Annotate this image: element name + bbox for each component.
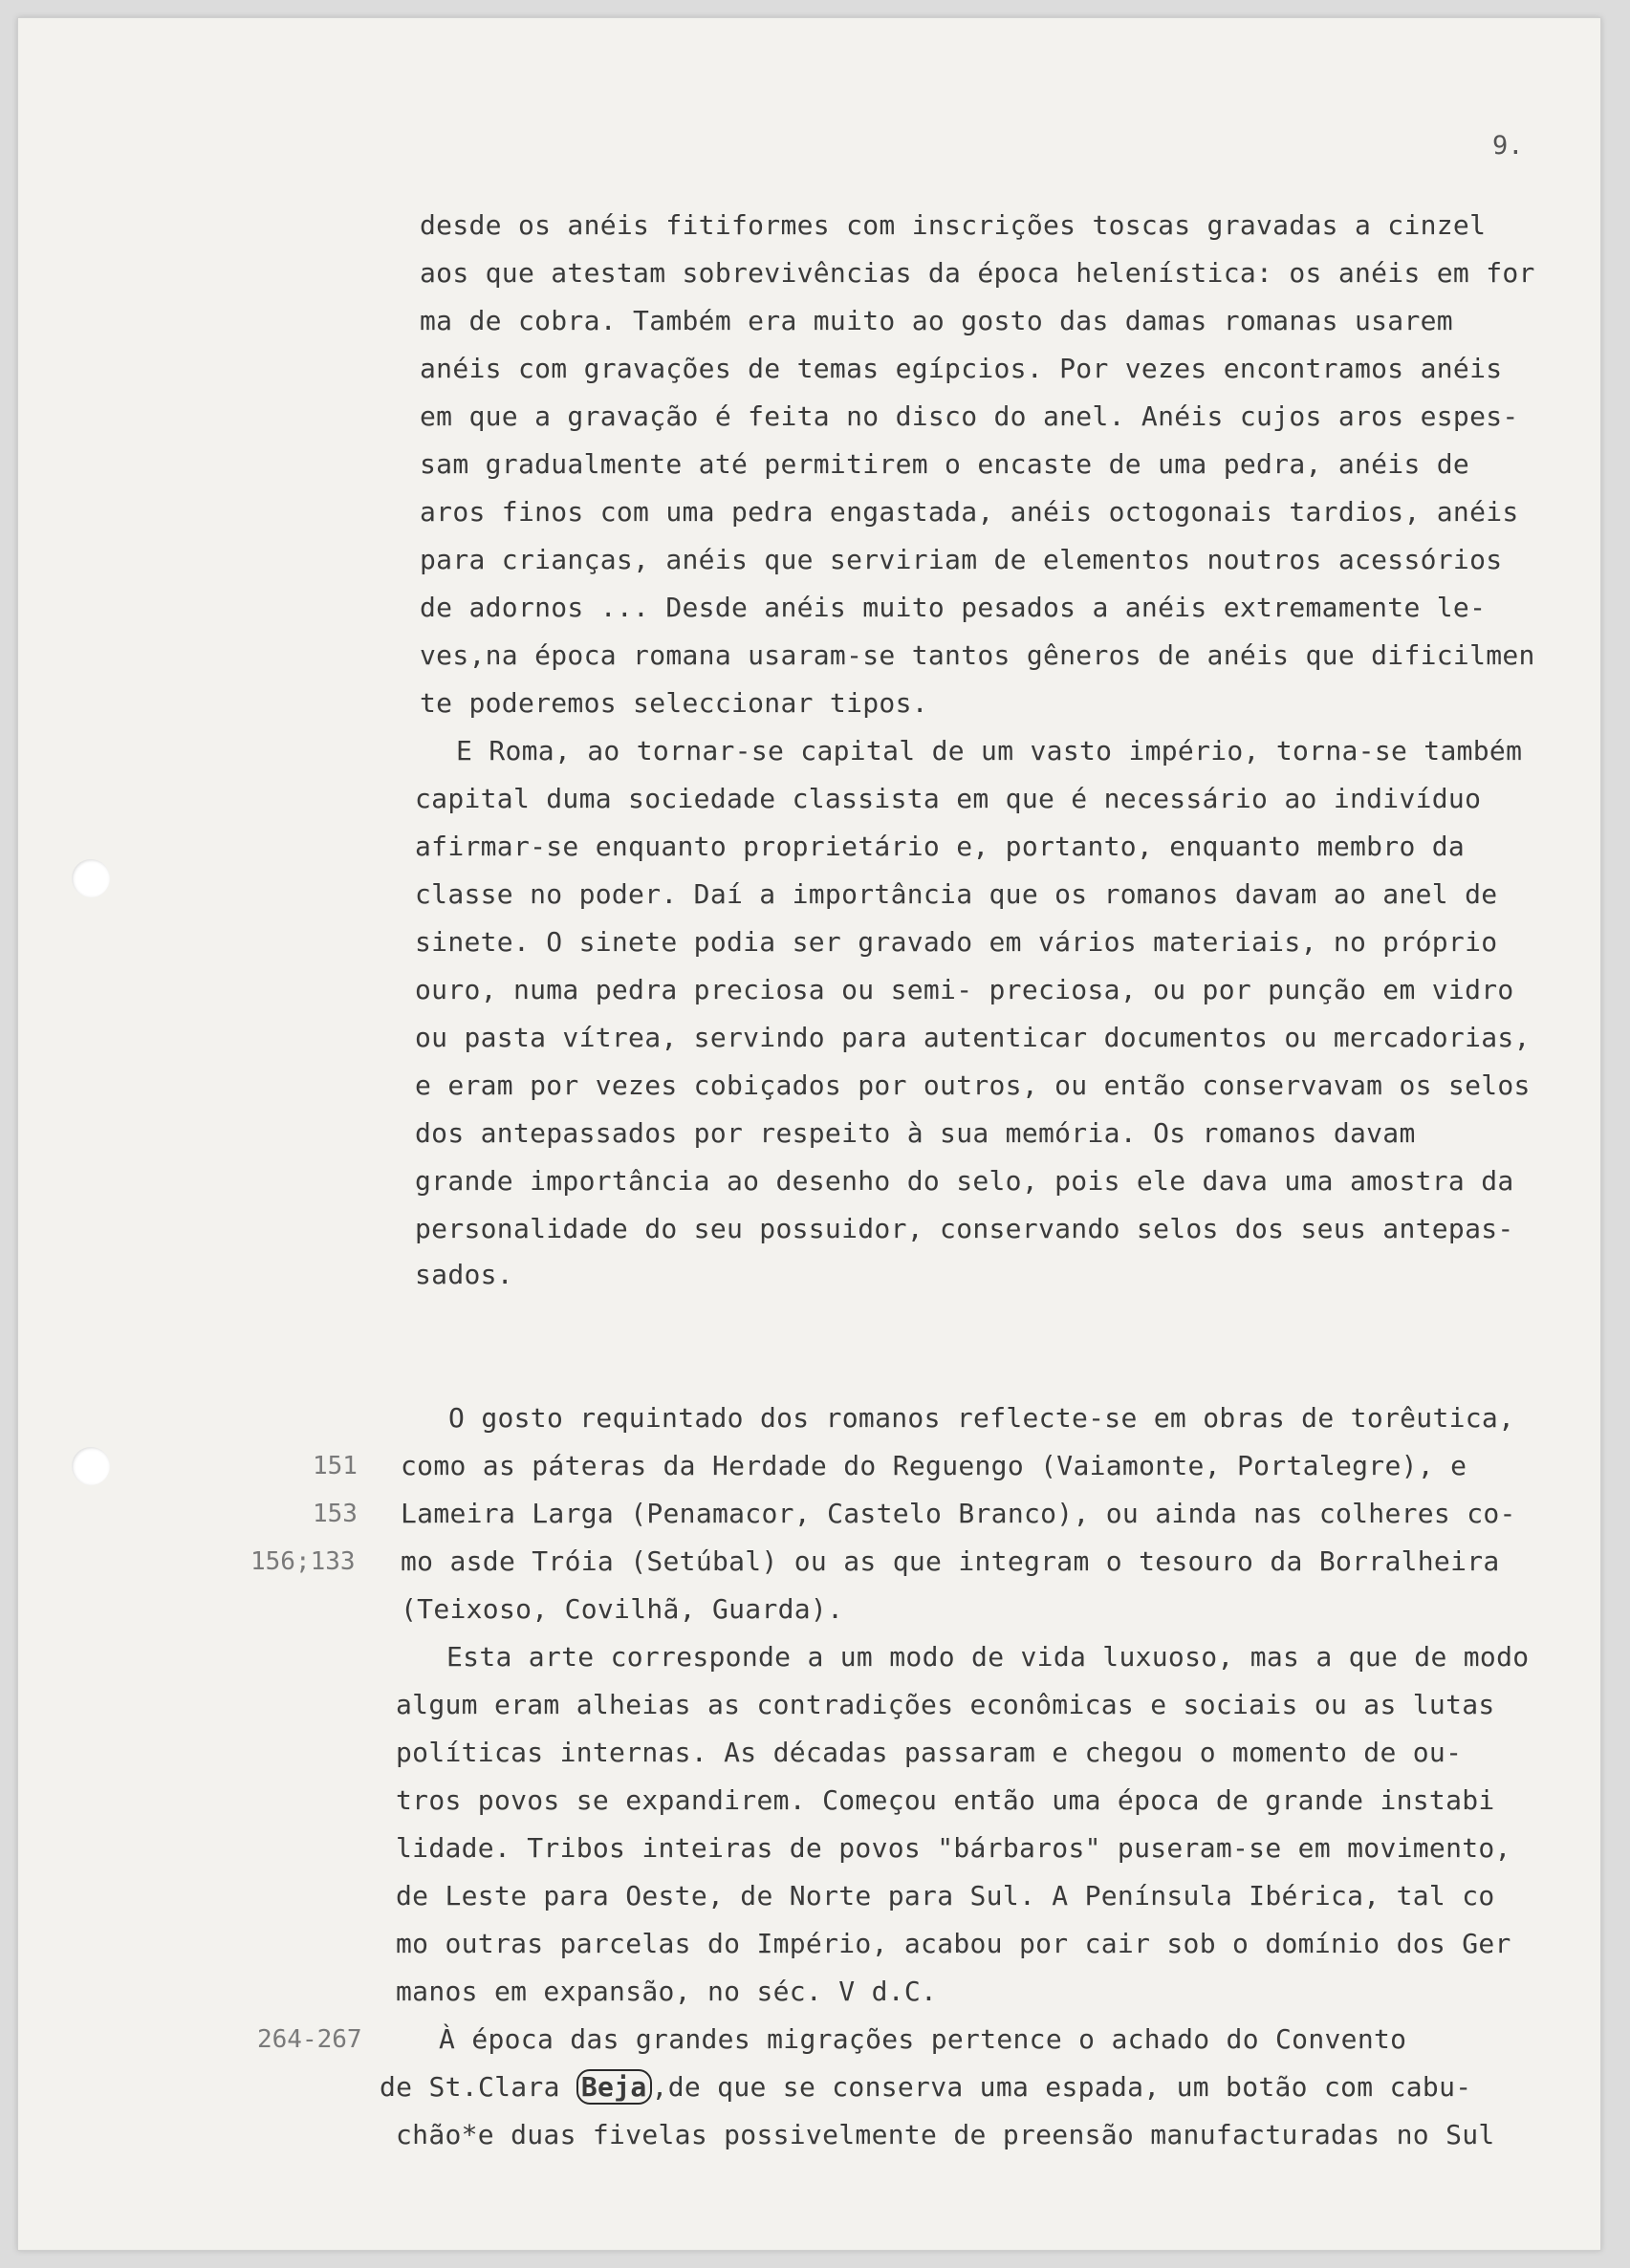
text-line: como as páteras da Herdade do Reguengo (Vaiamonte, Portalegre), e — [401, 1450, 1467, 1481]
text-line: de adornos ... Desde anéis muito pesados a anéis extremamente le- — [420, 592, 1487, 623]
text-line: personalidade do seu possuidor, conservando selos dos seus antepas- — [415, 1213, 1514, 1244]
text-line: manos em expansão, no séc. V d.C. — [396, 1976, 938, 2007]
text-line: dos antepassados por respeito à sua memória. Os romanos davam — [415, 1117, 1416, 1149]
text-line: À época das grandes migrações pertence o achado do Convento — [439, 2023, 1407, 2055]
text-line: em que a gravação é feita no disco do anel. Anéis cujos aros espes- — [420, 400, 1519, 432]
text-line: grande importância ao desenho do selo, pois ele dava uma amostra da — [415, 1165, 1514, 1197]
text-line: lidade. Tribos inteiras de povos "bárbaros" puseram-se em movimento, — [396, 1832, 1511, 1864]
punch-hole-top — [72, 859, 110, 897]
text-line: sam gradualmente até permitirem o encaste de uma pedra, anéis de — [420, 448, 1470, 480]
text-line: te poderemos seleccionar tipos. — [420, 687, 928, 719]
text-line: ouro, numa pedra preciosa ou semi- preciosa, ou por punção em vidro — [415, 974, 1514, 1005]
text-line: sinete. O sinete podia ser gravado em vários materiais, no próprio — [415, 926, 1498, 958]
margin-reference: 156;133 — [250, 1547, 356, 1576]
text-line: Lameira Larga (Penamacor, Castelo Branco), ou ainda nas colheres co- — [401, 1498, 1516, 1529]
text-line: ves,na época romana usaram-se tantos gêneros de anéis que dificilmen — [420, 639, 1535, 671]
text-line: mo outras parcelas do Império, acabou por cair sob o domínio dos Ger — [396, 1928, 1511, 1959]
text-line: chão*e duas fivelas possivelmente de preensão manufacturadas no Sul — [396, 2119, 1495, 2150]
text-line: (Teixoso, Covilhã, Guarda). — [401, 1593, 844, 1625]
text-line: desde os anéis fitiformes com inscrições toscas gravadas a cinzel — [420, 209, 1487, 241]
text-line-beja — [380, 2071, 1471, 2103]
text-line: O gosto requintado dos romanos reflecte-se em obras de torêutica, — [448, 1402, 1515, 1434]
margin-reference: 153 — [313, 1500, 358, 1528]
text-line: aos que atestam sobrevivências da época helenística: os anéis em for — [420, 257, 1535, 289]
text-line: para crianças, anéis que serviriam de elementos noutros acessórios — [420, 544, 1503, 575]
text-line: classe no poder. Daí a importância que os romanos davam ao anel de — [415, 878, 1498, 910]
text-line: anéis com gravações de temas egípcios. Por vezes encontramos anéis — [420, 353, 1503, 384]
text-segment: de St.Clara — [380, 2071, 576, 2103]
text-line: ma de cobra. Também era muito ao gosto das damas romanas usarem — [420, 305, 1453, 336]
text-line: E Roma, ao tornar-se capital de um vasto império, torna-se também — [456, 735, 1523, 767]
margin-reference: 264-267 — [257, 2025, 362, 2054]
page-number: 9. — [1492, 131, 1524, 161]
document-page — [17, 17, 1601, 2251]
text-line: tros povos se expandirem. Começou então uma época de grande instabi — [396, 1784, 1495, 1816]
text-line: sados. — [415, 1259, 513, 1290]
text-line: de Leste para Oeste, de Norte para Sul. A Península Ibérica, tal co — [396, 1880, 1495, 1912]
text-line: Esta arte corresponde a um modo de vida luxuoso, mas a que de modo — [446, 1641, 1530, 1673]
text-line: políticas internas. As décadas passaram e chegou o momento de ou- — [396, 1737, 1463, 1768]
text-line: capital duma sociedade classista em que é necessário ao indivíduo — [415, 783, 1482, 814]
text-line: mo asde Tróia (Setúbal) ou as que integram o tesouro da Borralheira — [401, 1545, 1500, 1577]
circled-annotation: Beja — [576, 2069, 652, 2105]
margin-reference: 151 — [313, 1452, 358, 1480]
text-segment: ,de que se conserva uma espada, um botão com cabu- — [651, 2071, 1472, 2103]
text-line: algum eram alheias as contradições econômicas e sociais ou as lutas — [396, 1689, 1495, 1720]
text-line: afirmar-se enquanto proprietário e, portanto, enquanto membro da — [415, 831, 1466, 862]
text-line: aros finos com uma pedra engastada, anéis octogonais tardios, anéis — [420, 496, 1519, 528]
text-line: e eram por vezes cobiçados por outros, ou então conservavam os selos — [415, 1069, 1531, 1101]
punch-hole-bottom — [72, 1447, 110, 1485]
text-line: ou pasta vítrea, servindo para autenticar documentos ou mercadorias, — [415, 1022, 1531, 1053]
